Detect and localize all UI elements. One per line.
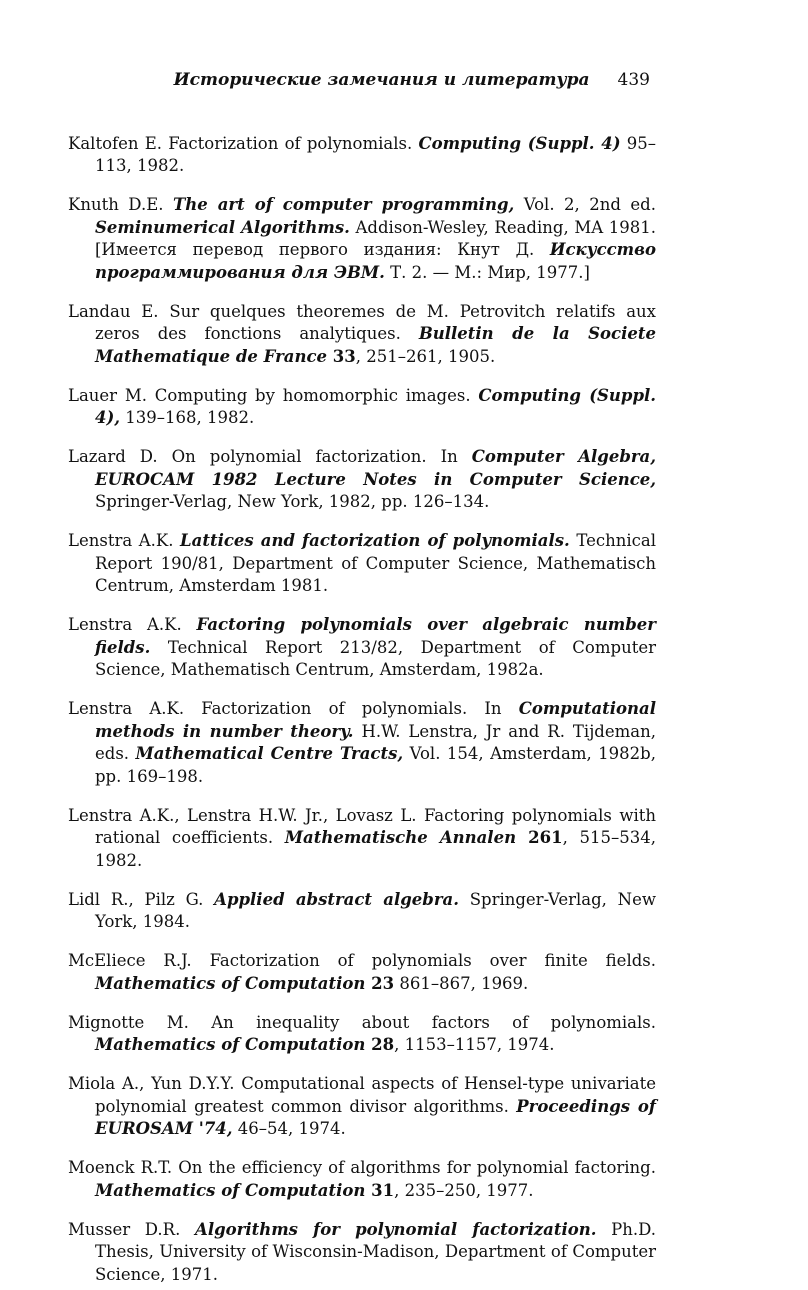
reference-item: Lidl R., Pilz G. Applied abstract algebra. Springer-Verlag, New York, 1984.: [68, 889, 656, 931]
running-header: [0, 70, 650, 90]
reference-item: Landau E. Sur quelques theoremes de M. Petrovitch relatifs aux zeros des fonctions analytiques. Bulletin de la Societe Mathematique de France 33, 251–261, 1905.: [68, 301, 656, 366]
page-number: 439: [617, 70, 650, 90]
reference-item: Lenstra A.K. Factoring polynomials over algebraic number fields. Technical Report 213/82, Department of Computer Science, Mathematisch Centrum, Amsterdam, 1982a.: [68, 615, 656, 679]
reference-item: Knuth D.E. The art of computer programming, Vol. 2, 2nd ed. Seminumerical Algorithms. Addison-Wesley, Reading, MA 1981. [Имеется перевод первого издания: Кнут Д. Искусство программирования для ЭВМ. Т. 2. — М.: Мир, 1977.]: [68, 195, 656, 282]
reference-item: Lenstra A.K. Factorization of polynomials. In Computational methods in number theory. H.W. Lenstra, Jr and R. Tijdeman, eds. Mathematical Centre Tracts, Vol. 154, Amsterdam, 1982b, pp. 169–198.: [68, 699, 656, 786]
reference-item: Lauer M. Computing by homomorphic images. Computing (Suppl. 4), 139–168, 1982.: [68, 385, 656, 427]
reference-item: Musser D.R. Algorithms for polynomial factorization. Ph.D. Thesis, University of Wisconsin-Madison, Department of Computer Science, 1971.: [68, 1219, 656, 1284]
reference-item: Kaltofen E. Factorization of polynomials. Computing (Suppl. 4) 95–113, 1982.: [68, 133, 656, 175]
reference-item: Mignotte M. An inequality about factors of polynomials. Mathematics of Computation 28, 1153–1157, 1974.: [68, 1012, 656, 1054]
reference-item: Lazard D. On polynomial factorization. In Computer Algebra, EUROCAM 1982 Lecture Notes in Computer Science, Springer-Verlag, New York, 1982, pp. 126–134.: [68, 447, 656, 511]
reference-item: McEliece R.J. Factorization of polynomials over finite fields. Mathematics of Computation 23 861–867, 1969.: [68, 951, 656, 993]
reference-item: Moenck R.T. On the efficiency of algorithms for polynomial factoring. Mathematics of Computation 31, 235–250, 1977.: [68, 1158, 656, 1200]
reference-item: Miola A., Yun D.Y.Y. Computational aspects of Hensel-type univariate polynomial greatest common divisor algorithms. Proceedings of EUROSAM '74, 46–54, 1974.: [68, 1074, 657, 1138]
reference-item: Lenstra A.K., Lenstra H.W. Jr., Lovasz L. Factoring polynomials with rational coefficients. Mathematische Annalen 261, 515–534, 1982.: [68, 805, 656, 870]
reference-list: [68, 116, 656, 1290]
running-title: Исторические замечания и литература: [173, 70, 590, 90]
reference-item: Lenstra A.K. Lattices and factorization of polynomials. Technical Report 190/81, Department of Computer Science, Mathematisch Centrum, Amsterdam 1981.: [68, 531, 656, 595]
